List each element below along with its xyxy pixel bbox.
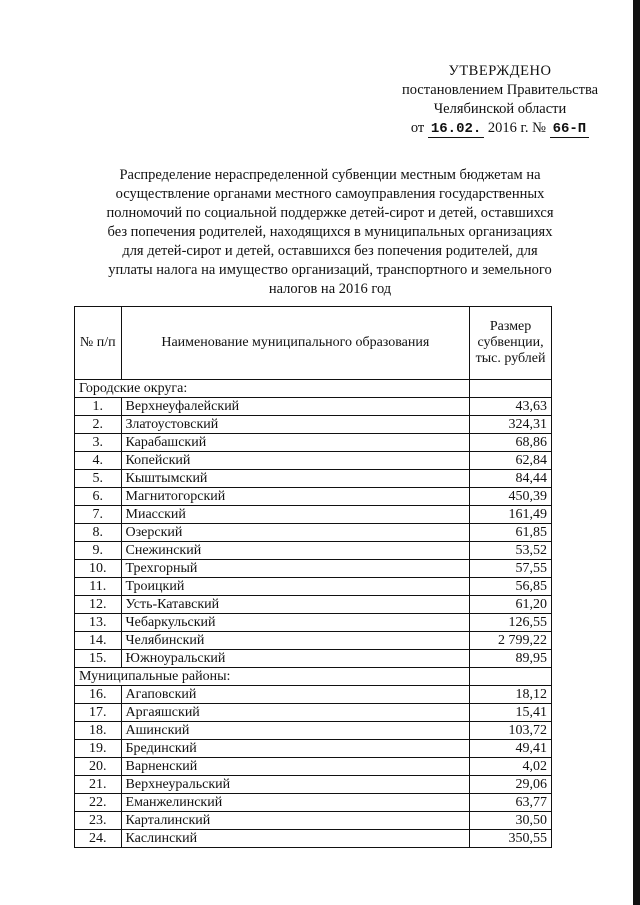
table-header-row: [75, 307, 552, 380]
section-row: [75, 380, 552, 398]
municipality-name: Верхнеуральский: [121, 776, 470, 794]
municipality-name: Кыштымский: [121, 470, 470, 488]
municipality-name: Чебаркульский: [121, 614, 470, 632]
table-row: [75, 578, 552, 596]
row-number: 8.: [75, 524, 122, 542]
row-number: 2.: [75, 416, 122, 434]
subvention-amount: 2 799,22: [470, 632, 552, 650]
subvention-amount: 49,41: [470, 740, 552, 758]
subvention-amount: 57,55: [470, 560, 552, 578]
municipality-name: Златоустовский: [121, 416, 470, 434]
date-prefix: от: [410, 120, 425, 136]
table-row: [75, 434, 552, 452]
table-row: [75, 650, 552, 668]
row-number: 17.: [75, 704, 122, 722]
approval-line-2: Челябинской области: [433, 101, 567, 117]
table-body: [75, 380, 552, 848]
document-title: Распределение нераспределенной субвенции местным бюджетам на осуществление органами местного самоуправления государственных полномочий по социальной поддержке детей-сирот и детей, оставшихся без попечения родителей, находящихся в муниципальных организациях для детей-сирот и детей, оставшихся без попечения родителей, для уплаты налога на имущество организаций, транспортного и земельного налогов на 2016 год: [106, 167, 554, 297]
table-row: [75, 812, 552, 830]
header-num: № п/п: [75, 307, 122, 380]
table-row: [75, 416, 552, 434]
subvention-amount: 103,72: [470, 722, 552, 740]
row-number: 23.: [75, 812, 122, 830]
row-number: 15.: [75, 650, 122, 668]
table-row: [75, 542, 552, 560]
subvention-table: [74, 306, 552, 848]
subvention-amount: 68,86: [470, 434, 552, 452]
row-number: 11.: [75, 578, 122, 596]
subvention-amount: 89,95: [470, 650, 552, 668]
table-row: [75, 524, 552, 542]
municipality-name: Миасский: [121, 506, 470, 524]
row-number: 6.: [75, 488, 122, 506]
subvention-amount: 53,52: [470, 542, 552, 560]
subvention-amount: 62,84: [470, 452, 552, 470]
row-number: 16.: [75, 686, 122, 704]
municipality-name: Челябинский: [121, 632, 470, 650]
approval-heading: УТВЕРЖДЕНО: [448, 63, 552, 79]
subvention-amount: 18,12: [470, 686, 552, 704]
municipality-name: Копейский: [121, 452, 470, 470]
municipality-name: Троицкий: [121, 578, 470, 596]
municipality-name: Ашинский: [121, 722, 470, 740]
subvention-amount: 450,39: [470, 488, 552, 506]
municipality-name: Каслинский: [121, 830, 470, 848]
row-number: 21.: [75, 776, 122, 794]
municipality-name: Верхнеуфалейский: [121, 398, 470, 416]
subvention-amount: 61,85: [470, 524, 552, 542]
approval-line-1: постановлением Правительства: [401, 82, 599, 98]
table-row: [75, 560, 552, 578]
table-row: [75, 740, 552, 758]
subvention-amount: 30,50: [470, 812, 552, 830]
subvention-amount: 15,41: [470, 704, 552, 722]
table-row: [75, 830, 552, 848]
subvention-amount: 350,55: [470, 830, 552, 848]
row-number: 3.: [75, 434, 122, 452]
row-number: 19.: [75, 740, 122, 758]
header-name: Наименование муниципального образования: [121, 307, 470, 380]
municipality-name: Брединский: [121, 740, 470, 758]
row-number: 9.: [75, 542, 122, 560]
scan-edge-bar: [633, 0, 640, 905]
table-row: [75, 470, 552, 488]
header-value: Размер субвенции, тыс. рублей: [470, 307, 552, 380]
table-row: [75, 704, 552, 722]
municipality-name: Еманжелинский: [121, 794, 470, 812]
table-row: [75, 776, 552, 794]
table-row: [75, 398, 552, 416]
date-value: 16.02.: [428, 122, 484, 138]
row-number: 22.: [75, 794, 122, 812]
approval-date-line: [380, 119, 620, 138]
subvention-amount: 324,31: [470, 416, 552, 434]
subvention-amount: 161,49: [470, 506, 552, 524]
municipality-name: Магнитогорский: [121, 488, 470, 506]
table-row: [75, 722, 552, 740]
subvention-amount: 63,77: [470, 794, 552, 812]
municipality-name: Южноуральский: [121, 650, 470, 668]
table-row: [75, 794, 552, 812]
table-row: [75, 596, 552, 614]
row-number: 14.: [75, 632, 122, 650]
municipality-name: Карталинский: [121, 812, 470, 830]
section-label: Городские округа:: [75, 380, 470, 398]
section-value-empty: [470, 380, 552, 398]
row-number: 18.: [75, 722, 122, 740]
approval-stamp: [380, 62, 620, 138]
table-row: [75, 632, 552, 650]
table-row: [75, 686, 552, 704]
row-number: 7.: [75, 506, 122, 524]
row-number: 20.: [75, 758, 122, 776]
subvention-amount: 4,02: [470, 758, 552, 776]
table-row: [75, 614, 552, 632]
row-number: 12.: [75, 596, 122, 614]
subvention-amount: 84,44: [470, 470, 552, 488]
row-number: 24.: [75, 830, 122, 848]
year-text: 2016 г. №: [487, 120, 546, 136]
row-number: 1.: [75, 398, 122, 416]
municipality-name: Озерский: [121, 524, 470, 542]
row-number: 4.: [75, 452, 122, 470]
subvention-amount: 43,63: [470, 398, 552, 416]
row-number: 5.: [75, 470, 122, 488]
table-row: [75, 506, 552, 524]
municipality-name: Карабашский: [121, 434, 470, 452]
section-value-empty: [470, 668, 552, 686]
subvention-amount: 29,06: [470, 776, 552, 794]
subvention-amount: 56,85: [470, 578, 552, 596]
section-label: Муниципальные районы:: [75, 668, 470, 686]
municipality-name: Трехгорный: [121, 560, 470, 578]
municipality-name: Аргаяшский: [121, 704, 470, 722]
municipality-name: Усть-Катавский: [121, 596, 470, 614]
section-row: [75, 668, 552, 686]
municipality-name: Снежинский: [121, 542, 470, 560]
subvention-amount: 61,20: [470, 596, 552, 614]
municipality-name: Варненский: [121, 758, 470, 776]
subvention-amount: 126,55: [470, 614, 552, 632]
decree-number: 66-П: [550, 122, 590, 138]
row-number: 13.: [75, 614, 122, 632]
municipality-name: Агаповский: [121, 686, 470, 704]
table-row: [75, 452, 552, 470]
table-row: [75, 488, 552, 506]
row-number: 10.: [75, 560, 122, 578]
table-row: [75, 758, 552, 776]
